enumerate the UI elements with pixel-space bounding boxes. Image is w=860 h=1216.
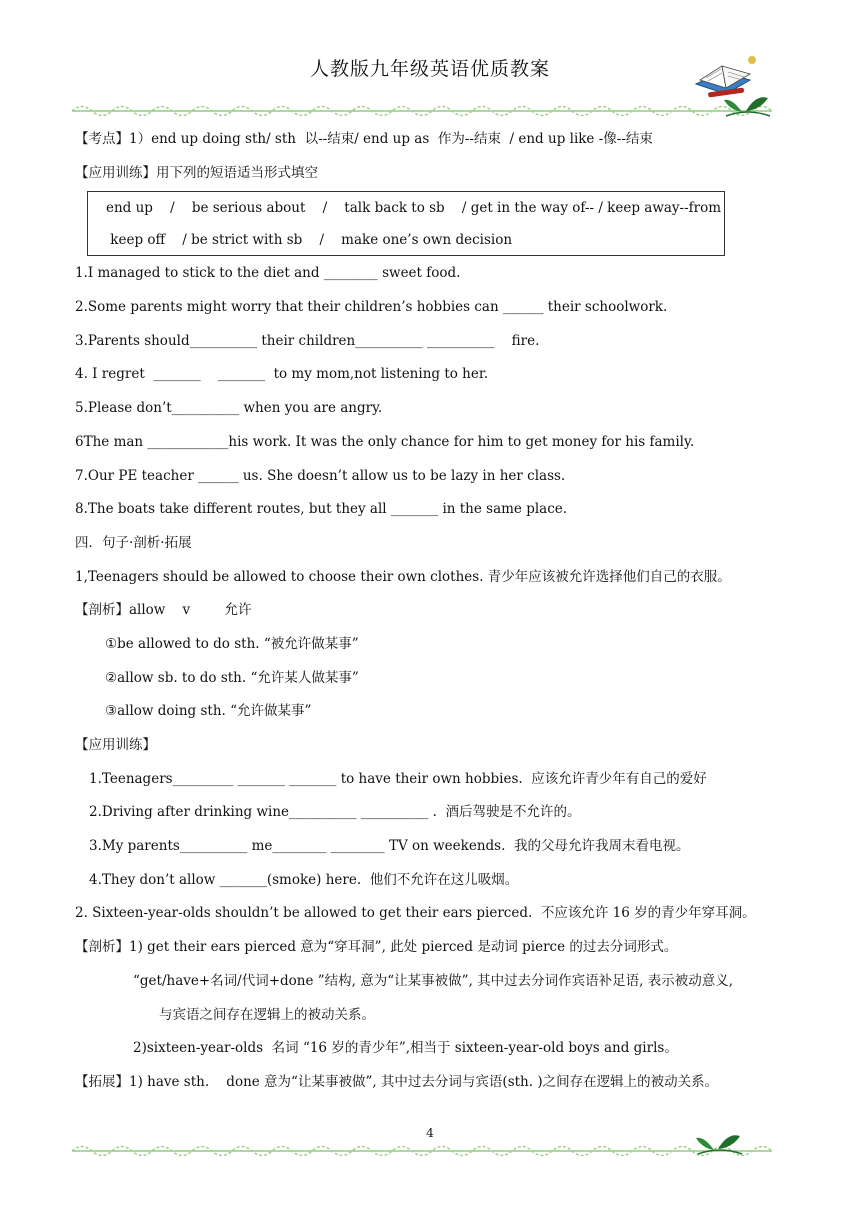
exercise-line: 3.My parents__________ me________ ________ TV on weekends. 我的父母允许我周末看电视。 bbox=[89, 838, 690, 855]
analysis-line: 【剖析】allow v 允许 bbox=[75, 602, 252, 619]
phrase-word-box bbox=[87, 191, 725, 256]
extension-line: 【拓展】1) have sth. done 意为“让某事被做”, 其中过去分词与宾语(sth. )之间存在逻辑上的被动关系。 bbox=[75, 1073, 719, 1090]
exercise-line: 2.Driving after drinking wine__________ __________ . 酒后驾驶是不允许的。 bbox=[89, 804, 581, 821]
sprout-icon bbox=[722, 90, 774, 120]
exercise-line: 6The man ____________his work. It was the only chance for him to get money for his family. bbox=[75, 433, 695, 450]
exercise-line: 2.Some parents might worry that their children’s hobbies can ______ their schoolwork. bbox=[75, 299, 668, 316]
header-title: 人教版九年级英语优质教案 bbox=[309, 58, 550, 80]
key-point-line: 【考点】1）end up doing sth/ sth 以--结束/ end up as 作为--结束 / end up like -像--结束 bbox=[75, 131, 653, 147]
exercise-line: 4. I regret _______ _______ to my mom,not listening to her. bbox=[75, 366, 489, 383]
exercise-line: 1.Teenagers_________ _______ _______ to have their own hobbies. 应该允许青少年有自己的爱好 bbox=[89, 770, 707, 787]
analysis-point: ①be allowed to do sth. “被允许做某事” bbox=[105, 635, 359, 652]
practice-heading: 【应用训练】用下列的短语适当形式填空 bbox=[75, 164, 318, 181]
exercise-line: 8.The boats take different routes, but they all _______ in the same place. bbox=[75, 501, 568, 518]
page-number: 4 bbox=[426, 1126, 434, 1140]
analysis-point: ②allow sb. to do sth. “允许某人做某事” bbox=[105, 669, 359, 686]
analysis-line: 【剖析】1) get their ears pierced 意为“穿耳洞”, 此处 pierced 是动词 pierce 的过去分词形式。 bbox=[75, 939, 678, 956]
exercise-line: 3.Parents should__________ their children__________ __________ fire. bbox=[75, 332, 540, 349]
word-box-line: end up / be serious about / talk back to sb / get in the way of-- / keep away--from bbox=[106, 200, 722, 217]
section-heading: 四．句子·剖析·拓展 bbox=[75, 534, 192, 551]
analysis-point: ③allow doing sth. “允许做某事” bbox=[105, 703, 312, 720]
analysis-line: “get/have+名词/代词+done ”结构, 意为“让某事被做”, 其中过去分词作宾语补足语, 表示被动意义, bbox=[133, 972, 734, 989]
exercise-line: 4.They don’t allow _______(smoke) here. 他们不允许在这儿吸烟。 bbox=[89, 871, 519, 888]
word-box-line: keep off / be strict with sb / make one’s own decision bbox=[106, 232, 513, 249]
exercise-line: 1.I managed to stick to the diet and ________ sweet food. bbox=[75, 265, 461, 282]
sentence-line: 2. Sixteen-year-olds shouldn’t be allowed to get their ears pierced. 不应该允许 16 岁的青少年穿耳洞。 bbox=[75, 905, 756, 922]
analysis-line: 与宾语之间存在逻辑上的被动关系。 bbox=[159, 1006, 375, 1023]
exercise-line: 7.Our PE teacher ______ us. She doesn’t allow us to be lazy in her class. bbox=[75, 467, 566, 484]
analysis-line: 2)sixteen-year-olds 名词 “16 岁的青少年”,相当于 sixteen-year-old boys and girls。 bbox=[133, 1040, 678, 1057]
exercise-line: 5.Please don’t__________ when you are angry. bbox=[75, 400, 383, 417]
practice-heading: 【应用训练】 bbox=[75, 737, 156, 753]
sentence-line: 1,Teenagers should be allowed to choose their own clothes. 青少年应该被允许选择他们自己的衣服。 bbox=[75, 568, 731, 585]
sprout-icon bbox=[694, 1128, 746, 1158]
vine-border bbox=[72, 100, 772, 116]
vine-border bbox=[72, 1140, 772, 1156]
lesson-content bbox=[75, 126, 795, 1103]
